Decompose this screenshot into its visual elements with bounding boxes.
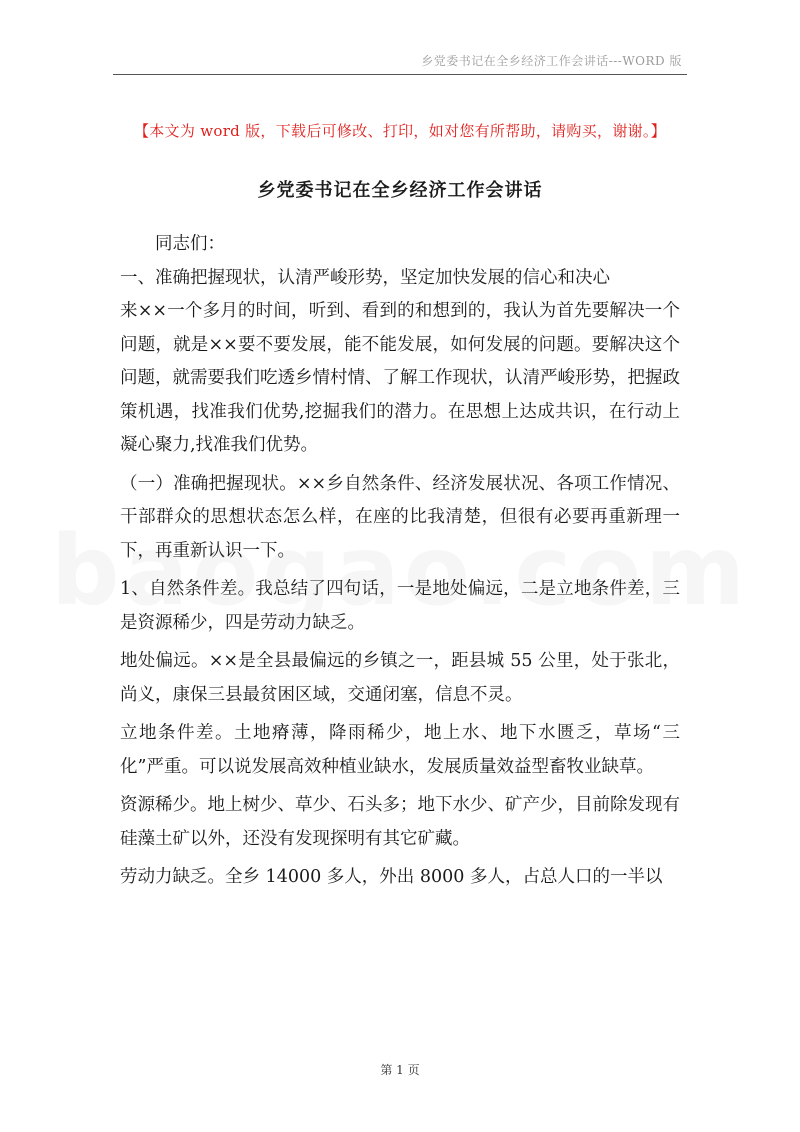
body-paragraph: 1、自然条件差。我总结了四句话，一是地处偏远，二是立地条件差，三是资源稀少，四是劳动力缺乏。: [120, 579, 680, 633]
document-body: [120, 228, 680, 895]
download-notice: 【本文为 word 版，下载后可修改、打印，如对您有所帮助，请购买，谢谢。】: [133, 122, 667, 140]
body-paragraph: 劳动力缺乏。全乡 14000 多人，外出 8000 多人，占总人口的一半以: [120, 867, 663, 887]
header-divider: [113, 74, 687, 75]
page-number: 第 1 页: [380, 1063, 420, 1077]
body-paragraph: 立地条件差。土地瘠薄，降雨稀少，地上水、地下水匮乏，草场“三化”严重。可以说发展高效种植业缺水，发展质量效益型畜牧业缺草。: [120, 723, 680, 777]
running-header: 乡党委书记在全乡经济工作会讲话---WORD 版: [421, 54, 682, 68]
salutation: 同志们：: [155, 234, 225, 254]
document-title: 乡党委书记在全乡经济工作会讲话: [257, 180, 543, 201]
section-heading: 一、准确把握现状，认清严峻形势，坚定加快发展的信心和决心: [120, 267, 610, 288]
body-paragraph: （一）准确把握现状。××乡自然条件、经济发展状况、各项工作情况、干部群众的思想状态怎么样，在座的比我清楚，但很有必要再重新理一下，再重新认识一下。: [120, 473, 680, 561]
body-paragraph: 来××一个多月的时间，听到、看到的和想到的，我认为首先要解决一个问题，就是××要不要发展，能不能发展，如何发展的问题。要解决这个问题，就需要我们吃透乡情村情、了解工作现状，认清严峻形势，把握政策机遇，找准我们优势,挖掘我们的潜力。在思想上达成共识，在行动上凝心聚力,找准我们优势。: [120, 301, 680, 455]
body-paragraph: 资源稀少。地上树少、草少、石头多；地下水少、矿产少，目前除发现有硅藻土矿以外，还没有发现探明有其它矿藏。: [120, 795, 680, 849]
body-paragraph: 地处偏远。××是全县最偏远的乡镇之一，距县城 55 公里，处于张北，尚义，康保三县最贫困区域，交通闭塞，信息不灵。: [120, 651, 680, 705]
